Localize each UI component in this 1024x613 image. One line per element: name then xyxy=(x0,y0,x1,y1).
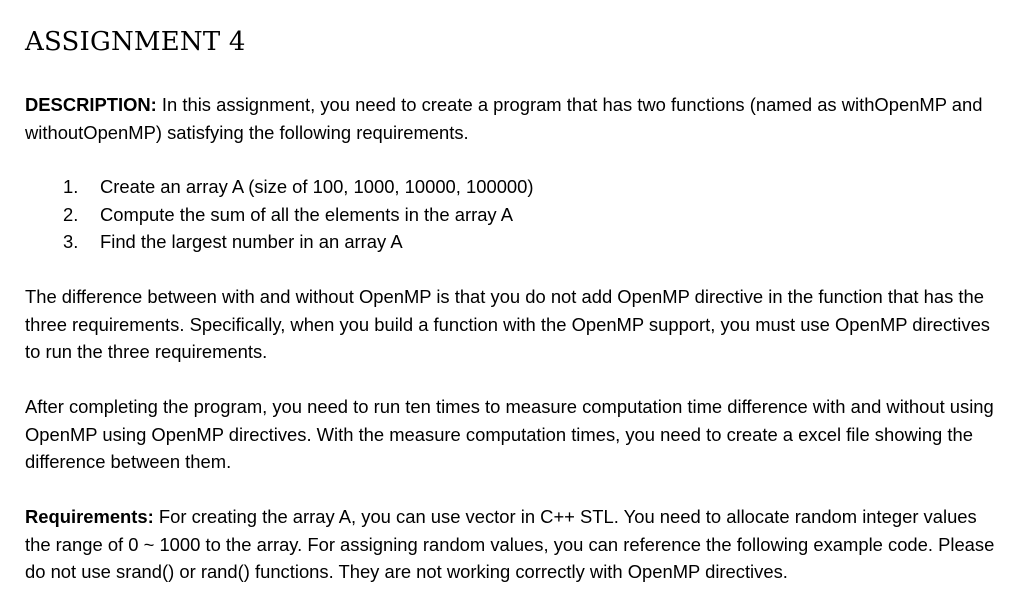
list-item xyxy=(63,228,534,256)
page-title: ASSIGNMENT 4 xyxy=(25,27,246,57)
description-text: In this assignment, you need to create a program that has two functions (named as withOpenMP and withoutOpenMP) satisfying the following requirements. xyxy=(25,94,983,143)
list-item-text: Find the largest number in an array A xyxy=(100,231,403,252)
list-item xyxy=(63,173,534,201)
list-item-text: Create an array A (size of 100, 1000, 10000, 100000) xyxy=(100,176,534,197)
list-item-text: Compute the sum of all the elements in the array A xyxy=(100,203,513,225)
list-item-number: 2. xyxy=(63,203,79,225)
list-item-number: 3. xyxy=(63,231,79,252)
measurement-paragraph: After completing the program, you need to run ten times to measure computation time difference with and without using OpenMP using OpenMP directives. With the measure computation times, you need to create a excel file showing the difference between them. xyxy=(25,396,994,472)
requirements-paragraph xyxy=(25,503,1000,586)
list-item-number: 1. xyxy=(63,176,79,197)
requirements-text: For creating the array A, you can use vector in C++ STL. You need to allocate random integer values the range of 0 ~ 1000 to the array. For assigning random values, you can reference the following example code. Please do not use srand() or rand() functions. They are not working correctly with OpenMP directives. xyxy=(25,506,995,582)
requirements-list xyxy=(63,173,534,256)
description-label: DESCRIPTION: xyxy=(25,94,157,115)
requirements-label: Requirements: xyxy=(25,506,154,527)
description-paragraph xyxy=(25,91,1000,146)
list-item xyxy=(63,201,534,229)
difference-paragraph: The difference between with and without OpenMP is that you do not add OpenMP directive in the function that has the three requirements. Specifically, when you build a function with the OpenMP support, you must use OpenMP directives to run the three requirements. xyxy=(25,286,990,362)
